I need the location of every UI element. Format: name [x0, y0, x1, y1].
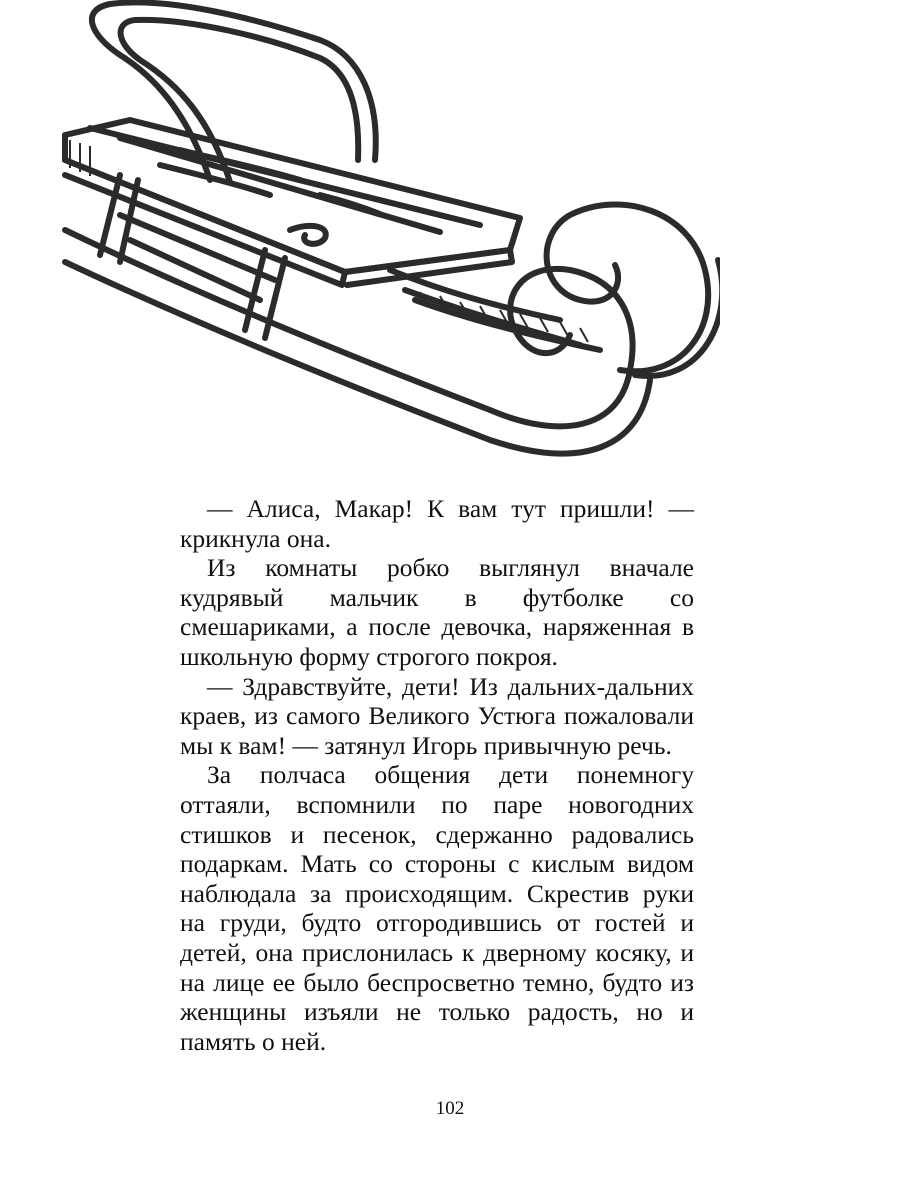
- paragraph: За полчаса общения дети понемногу оттаяли, вспомнили по паре новогодних стишков и песенок, сдержанно радовались подаркам. Мать со стороны с кислым видом наблюдала за происходящим. Скрестив руки на груди, будто отгородившись от гостей и детей, она прислонилась к дверному косяку, и на лице ее было беспросветно темно, будто из женщины изъяли не только радость, но и память о ней.: [180, 760, 694, 1056]
- paragraph: — Алиса, Макар! К вам тут пришли! — крикнула она.: [180, 494, 694, 553]
- paragraph: Из комнаты робко выглянул вначале кудрявый мальчик в футболке со смешариками, а после девочка, наряженная в школьную форму строгого покроя.: [180, 553, 694, 671]
- page-number: 102: [435, 1098, 465, 1119]
- body-text: [180, 494, 694, 1056]
- sled-illustration-icon: [60, 0, 720, 470]
- paragraph: — Здравствуйте, дети! Из дальних-дальних краев, из самого Великого Устюга пожаловали мы к вам! — затянул Игорь привычную речь.: [180, 671, 694, 760]
